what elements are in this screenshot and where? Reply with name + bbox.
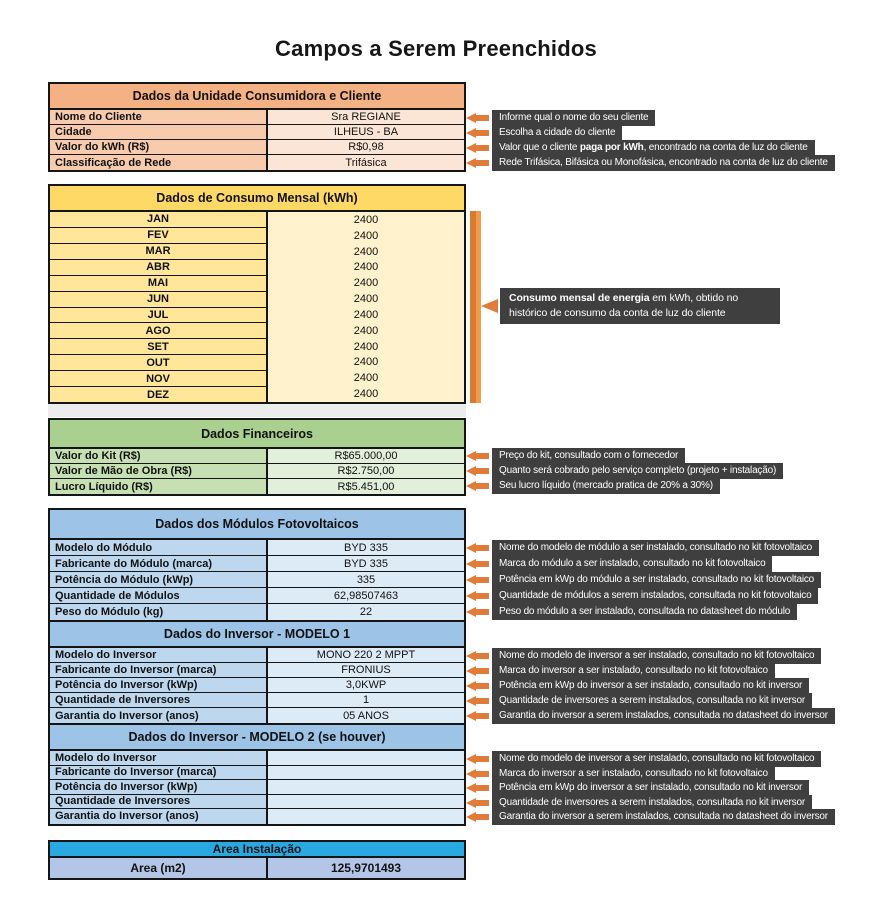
tooltip: Garantia do inversor a serem instalados, consultada no datasheet do inversor <box>492 809 835 825</box>
month-label: MAR <box>50 244 266 260</box>
annotation-row <box>466 588 821 604</box>
consumption-tooltip: Consumo mensal de energia em kWh, obtido no histórico de consumo da conta de luz do cliente <box>500 288 780 324</box>
module-annotations <box>466 540 821 620</box>
annotation-row <box>466 796 835 811</box>
month-label: JUN <box>50 292 266 308</box>
tooltip: Seu lucro líquido (mercado pratica de 20% a 30%) <box>492 478 720 494</box>
inverter2-power-cell[interactable] <box>268 780 464 794</box>
tooltip: Quanto será cobrado pelo serviço completo (projeto + instalação) <box>492 463 783 479</box>
month-value-cell[interactable]: 2400 <box>353 277 379 290</box>
left-arrow-icon <box>466 711 492 721</box>
left-arrow-icon <box>466 128 492 138</box>
module-power-cell[interactable]: 335 <box>268 572 464 587</box>
table-row <box>50 858 464 878</box>
tooltip: Quantidade de inversores a serem instalados, consultada no kit inversor <box>492 693 812 709</box>
left-arrow-icon <box>466 651 492 661</box>
annotation-row <box>466 781 835 796</box>
month-value-cell[interactable]: 2400 <box>353 213 379 226</box>
annotation-row <box>466 708 835 723</box>
field-label: Quantidade de Inversores <box>50 795 268 809</box>
tooltip: Garantia do inversor a serem instalados, consultada no datasheet do inversor <box>492 708 835 724</box>
table-row <box>50 556 464 572</box>
left-arrow-icon <box>466 113 492 123</box>
spacer-band <box>48 404 466 417</box>
annotation-row <box>466 155 835 170</box>
area-table-header: Area Instalação <box>50 842 464 858</box>
field-label: Lucro Líquido (R$) <box>50 479 268 494</box>
labor-price-cell[interactable]: R$2.750,00 <box>268 464 464 478</box>
left-arrow-icon <box>466 681 492 691</box>
table-row <box>50 155 464 170</box>
month-value-cell[interactable]: 2400 <box>353 324 379 337</box>
financial-table-header: Dados Financeiros <box>50 420 464 449</box>
table-row <box>50 464 464 479</box>
left-arrow-icon <box>466 543 492 553</box>
consumption-bracket-bar <box>470 211 481 403</box>
table-row <box>50 648 464 663</box>
tooltip: Rede Trifásica, Bifásica ou Monofásica, encontrado na conta de luz do cliente <box>492 155 835 171</box>
inverter2-warranty-cell[interactable] <box>268 809 464 824</box>
inverter2-model-cell[interactable] <box>268 751 464 765</box>
table-row <box>50 693 464 708</box>
field-label: Potência do Módulo (kWp) <box>50 572 268 587</box>
month-label: OUT <box>50 355 266 371</box>
page-title: Campos a Serem Preenchidos <box>275 36 597 61</box>
table-row <box>50 140 464 155</box>
month-label: JUL <box>50 308 266 324</box>
annotation-row <box>466 767 835 782</box>
annotation-row <box>466 478 783 493</box>
tooltip: Marca do módulo a ser instalado, consultado no kit fotovoltaico <box>492 556 772 572</box>
monthly-consumption-table <box>48 184 466 404</box>
annotation-row <box>466 810 835 825</box>
month-value-cell[interactable]: 2400 <box>353 229 379 242</box>
tooltip: Valor que o cliente paga por kWh, encontrado na conta de luz do cliente <box>492 140 815 156</box>
month-value-cell[interactable]: 2400 <box>353 356 379 369</box>
inverter2-table-header: Dados do Inversor - MODELO 2 (se houver) <box>50 723 464 751</box>
month-value-cell[interactable]: 2400 <box>353 261 379 274</box>
tooltip: Informe qual o nome do seu cliente <box>492 110 655 126</box>
annotation-row <box>466 752 835 767</box>
tooltip: Peso do módulo a ser instalado, consultada no datasheet do módulo <box>492 604 797 620</box>
inverter1-power-cell[interactable]: 3,0KWP <box>268 678 464 692</box>
tooltip: Nome do modelo de módulo a ser instalado, consultado no kit fotovoltaico <box>492 540 819 556</box>
modules-table-header: Dados dos Módulos Fotovoltaicos <box>50 510 464 540</box>
table-row <box>50 678 464 693</box>
kit-price-cell[interactable]: R$65.000,00 <box>268 449 464 463</box>
table-row <box>50 572 464 588</box>
annotation-row <box>466 648 835 663</box>
field-label: Modelo do Inversor <box>50 648 268 662</box>
table-row <box>50 588 464 604</box>
left-arrow-icon <box>466 754 492 764</box>
annotation-row <box>466 463 783 478</box>
tooltip: Quantidade de módulos a serem instalados, consultada no kit fotovoltaico <box>492 588 818 604</box>
field-label: Classificação de Rede <box>50 155 268 170</box>
inverter1-qty-cell[interactable]: 1 <box>268 693 464 707</box>
left-arrow-icon <box>466 769 492 779</box>
tooltip: Potência em kWp do módulo a ser instalado, consultado no kit fotovoltaico <box>492 572 821 588</box>
table-row <box>50 604 464 620</box>
table-row <box>50 708 464 723</box>
inverter1-annotations <box>466 648 835 723</box>
client-name-cell[interactable]: Sra REGIANE <box>268 110 464 124</box>
tooltip: Preço do kit, consultado com o fornecedor <box>492 448 685 464</box>
tooltip: Potência em kWp do inversor a ser instalado, consultado no kit inversor <box>492 780 809 796</box>
inverter1-model-cell[interactable]: MONO 220 2 MPPT <box>268 648 464 662</box>
annotation-row <box>466 140 835 155</box>
installation-area-table <box>48 840 466 880</box>
left-arrow-icon <box>466 466 492 476</box>
month-value-cell[interactable]: 2400 <box>353 388 379 401</box>
field-label: Cidade <box>50 125 268 139</box>
inverter1-table-header: Dados do Inversor - MODELO 1 <box>50 620 464 648</box>
field-label: Quantidade de Módulos <box>50 588 268 603</box>
field-label: Potência do Inversor (kWp) <box>50 678 268 692</box>
field-label: Garantia do Inversor (anos) <box>50 708 268 723</box>
inverter1-brand-cell[interactable]: FRONIUS <box>268 663 464 677</box>
city-cell[interactable]: ILHEUS - BA <box>268 125 464 139</box>
table-row <box>50 479 464 494</box>
annotation-row <box>466 110 835 125</box>
month-label: SET <box>50 339 266 355</box>
table-row <box>50 809 464 824</box>
tooltip: Marca do inversor a ser instalado, consultado no kit fotovoltaico <box>492 766 775 782</box>
module-model-cell[interactable]: BYD 335 <box>268 540 464 555</box>
month-value-cell[interactable]: 2400 <box>353 308 379 321</box>
month-label: FEV <box>50 228 266 244</box>
left-arrow-icon <box>466 158 492 168</box>
inverter2-annotations <box>466 752 835 825</box>
left-arrow-icon <box>466 607 492 617</box>
month-label: ABR <box>50 260 266 276</box>
month-value-cell[interactable]: 2400 <box>353 372 379 385</box>
field-label: Valor do kWh (R$) <box>50 140 268 154</box>
month-label: AGO <box>50 323 266 339</box>
annotation-row <box>466 556 821 572</box>
left-arrow-icon <box>466 559 492 569</box>
callout-pointer-icon <box>481 299 498 313</box>
area-value-cell[interactable]: 125,9701493 <box>268 858 464 878</box>
tooltip: Quantidade de inversores a serem instalados, consultada no kit inversor <box>492 795 812 811</box>
field-label: Garantia do Inversor (anos) <box>50 809 268 824</box>
inverter2-brand-cell[interactable] <box>268 766 464 780</box>
table-row <box>50 751 464 766</box>
month-label-column <box>50 212 268 402</box>
field-label: Fabricante do Módulo (marca) <box>50 556 268 571</box>
left-arrow-icon <box>466 451 492 461</box>
field-label: Modelo do Módulo <box>50 540 268 555</box>
annotation-row <box>466 678 835 693</box>
field-label: Modelo do Inversor <box>50 751 268 765</box>
left-arrow-icon <box>466 696 492 706</box>
module-qty-cell[interactable]: 62,98507463 <box>268 588 464 603</box>
annotation-row <box>466 540 821 556</box>
client-data-table <box>48 82 466 172</box>
month-label: JAN <box>50 212 266 228</box>
annotation-row <box>466 448 783 463</box>
left-arrow-icon <box>466 783 492 793</box>
left-arrow-icon <box>466 143 492 153</box>
left-arrow-icon <box>466 575 492 585</box>
left-arrow-icon <box>466 481 492 491</box>
tooltip: Escolha a cidade do cliente <box>492 125 622 141</box>
table-row <box>50 125 464 140</box>
grid-type-cell[interactable]: Trifásica <box>268 155 464 170</box>
field-label: Fabricante do Inversor (marca) <box>50 663 268 677</box>
month-value-cell[interactable]: 2400 <box>353 340 379 353</box>
tooltip: Potência em kWp do inversor a ser instalado, consultado no kit inversor <box>492 678 809 694</box>
month-label: NOV <box>50 371 266 387</box>
table-row <box>50 110 464 125</box>
financial-data-table <box>48 418 466 496</box>
left-arrow-icon <box>466 591 492 601</box>
field-label: Valor de Mão de Obra (R$) <box>50 464 268 478</box>
kwh-price-cell[interactable]: R$0,98 <box>268 140 464 154</box>
field-label: Quantidade de Inversores <box>50 693 268 707</box>
left-arrow-icon <box>466 812 492 822</box>
table-row <box>50 663 464 678</box>
tooltip: Nome do modelo de inversor a ser instalado, consultado no kit fotovoltaico <box>492 648 821 664</box>
table-row <box>50 795 464 810</box>
annotation-row <box>466 604 821 620</box>
month-value-column <box>268 212 464 402</box>
consumption-table-header: Dados de Consumo Mensal (kWh) <box>50 186 464 212</box>
left-arrow-icon <box>466 666 492 676</box>
module-weight-cell[interactable]: 22 <box>268 604 464 620</box>
field-label: Potência do Inversor (kWp) <box>50 780 268 794</box>
month-label: DEZ <box>50 387 266 402</box>
table-row <box>50 449 464 464</box>
field-label: Fabricante do Inversor (marca) <box>50 766 268 780</box>
client-annotations <box>466 110 835 170</box>
annotation-row <box>466 693 835 708</box>
inverter1-warranty-cell[interactable]: 05 ANOS <box>268 708 464 723</box>
modules-inverters-table <box>48 508 466 826</box>
tooltip: Nome do modelo de inversor a ser instalado, consultado no kit fotovoltaico <box>492 751 821 767</box>
left-arrow-icon <box>466 798 492 808</box>
financial-annotations <box>466 448 783 493</box>
field-label: Nome do Cliente <box>50 110 268 124</box>
annotation-row <box>466 125 835 140</box>
table-row <box>50 780 464 795</box>
net-profit-cell[interactable]: R$5.451,00 <box>268 479 464 494</box>
field-label: Peso do Módulo (kg) <box>50 604 268 620</box>
table-row <box>50 766 464 781</box>
field-label: Area (m2) <box>50 858 268 878</box>
inverter2-qty-cell[interactable] <box>268 795 464 809</box>
annotation-row <box>466 663 835 678</box>
month-label: MAI <box>50 276 266 292</box>
module-brand-cell[interactable]: BYD 335 <box>268 556 464 571</box>
month-value-cell[interactable]: 2400 <box>353 293 379 306</box>
table-row <box>50 540 464 556</box>
client-table-header: Dados da Unidade Consumidora e Cliente <box>50 84 464 110</box>
tooltip: Marca do inversor a ser instalado, consultado no kit fotovoltaico <box>492 663 775 679</box>
annotation-row <box>466 572 821 588</box>
month-value-cell[interactable]: 2400 <box>353 245 379 258</box>
field-label: Valor do Kit (R$) <box>50 449 268 463</box>
